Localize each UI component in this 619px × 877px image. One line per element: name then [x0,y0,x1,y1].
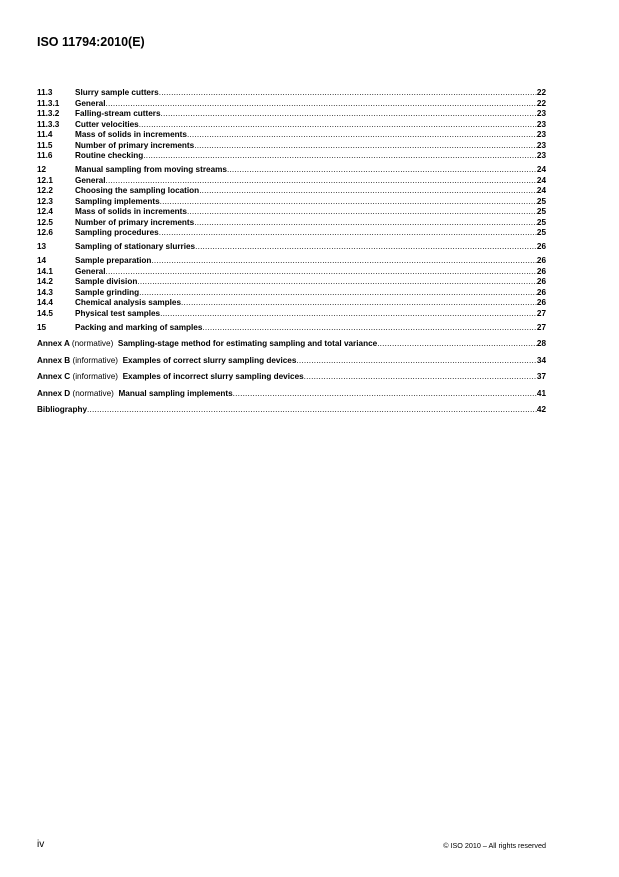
toc-entry-12-3[interactable]: 12.3 Sampling implements ..... 25 [37,197,546,208]
toc-entry-annex-d[interactable]: Annex D (normative) Manual sampling implements ..... 41 [37,389,546,400]
toc-entry-11-3-1[interactable]: 11.3.1 General ..... 22 [37,99,546,110]
toc-entry-15[interactable]: 15 Packing and marking of samples ..... 27 [37,323,546,334]
toc-entry-11-3-2[interactable]: 11.3.2 Falling-stream cutters ..... 23 [37,109,546,120]
copyright-notice: © ISO 2010 – All rights reserved [443,841,546,850]
toc-entry-14[interactable]: 14 Sample preparation ..... 26 [37,256,546,267]
table-of-contents [37,88,546,416]
toc-entry-11-5[interactable]: 11.5 Number of primary increments ..... 23 [37,141,546,152]
toc-entry-14-2[interactable]: 14.2 Sample division ..... 26 [37,277,546,288]
toc-entry-13[interactable]: 13 Sampling of stationary slurries ..... 26 [37,242,546,253]
toc-entry-11-3-3[interactable]: 11.3.3 Cutter velocities ..... 23 [37,120,546,131]
toc-entry-11-3[interactable]: 11.3 Slurry sample cutters ..... 22 [37,88,546,99]
toc-entry-annex-c[interactable]: Annex C (informative) Examples of incorrect slurry sampling devices ..... 37 [37,372,546,383]
toc-entry-12-2[interactable]: 12.2 Choosing the sampling location ..... 24 [37,186,546,197]
toc-entry-12[interactable]: 12 Manual sampling from moving streams ..... 24 [37,165,546,176]
toc-entry-12-6[interactable]: 12.6 Sampling procedures ..... 25 [37,228,546,239]
toc-entry-11-6[interactable]: 11.6 Routine checking ..... 23 [37,151,546,162]
toc-entry-14-4[interactable]: 14.4 Chemical analysis samples ..... 26 [37,298,546,309]
toc-entry-12-4[interactable]: 12.4 Mass of solids in increments ..... 25 [37,207,546,218]
page-number: iv [37,839,45,850]
toc-entry-14-5[interactable]: 14.5 Physical test samples ..... 27 [37,309,546,320]
toc-entry-12-5[interactable]: 12.5 Number of primary increments ..... 25 [37,218,546,229]
toc-entry-14-3[interactable]: 14.3 Sample grinding ..... 26 [37,288,546,299]
toc-entry-11-4[interactable]: 11.4 Mass of solids in increments ..... 23 [37,130,546,141]
toc-entry-bibliography[interactable]: Bibliography ..... 42 [37,405,546,416]
toc-entry-annex-a[interactable]: Annex A (normative) Sampling-stage method for estimating sampling and total variance ..... 28 [37,339,546,350]
toc-entry-annex-b[interactable]: Annex B (informative) Examples of correct slurry sampling devices ..... 34 [37,356,546,367]
document-header-title: ISO 11794:2010(E) [37,35,145,49]
toc-entry-14-1[interactable]: 14.1 General ..... 26 [37,267,546,278]
toc-entry-12-1[interactable]: 12.1 General ..... 24 [37,176,546,187]
